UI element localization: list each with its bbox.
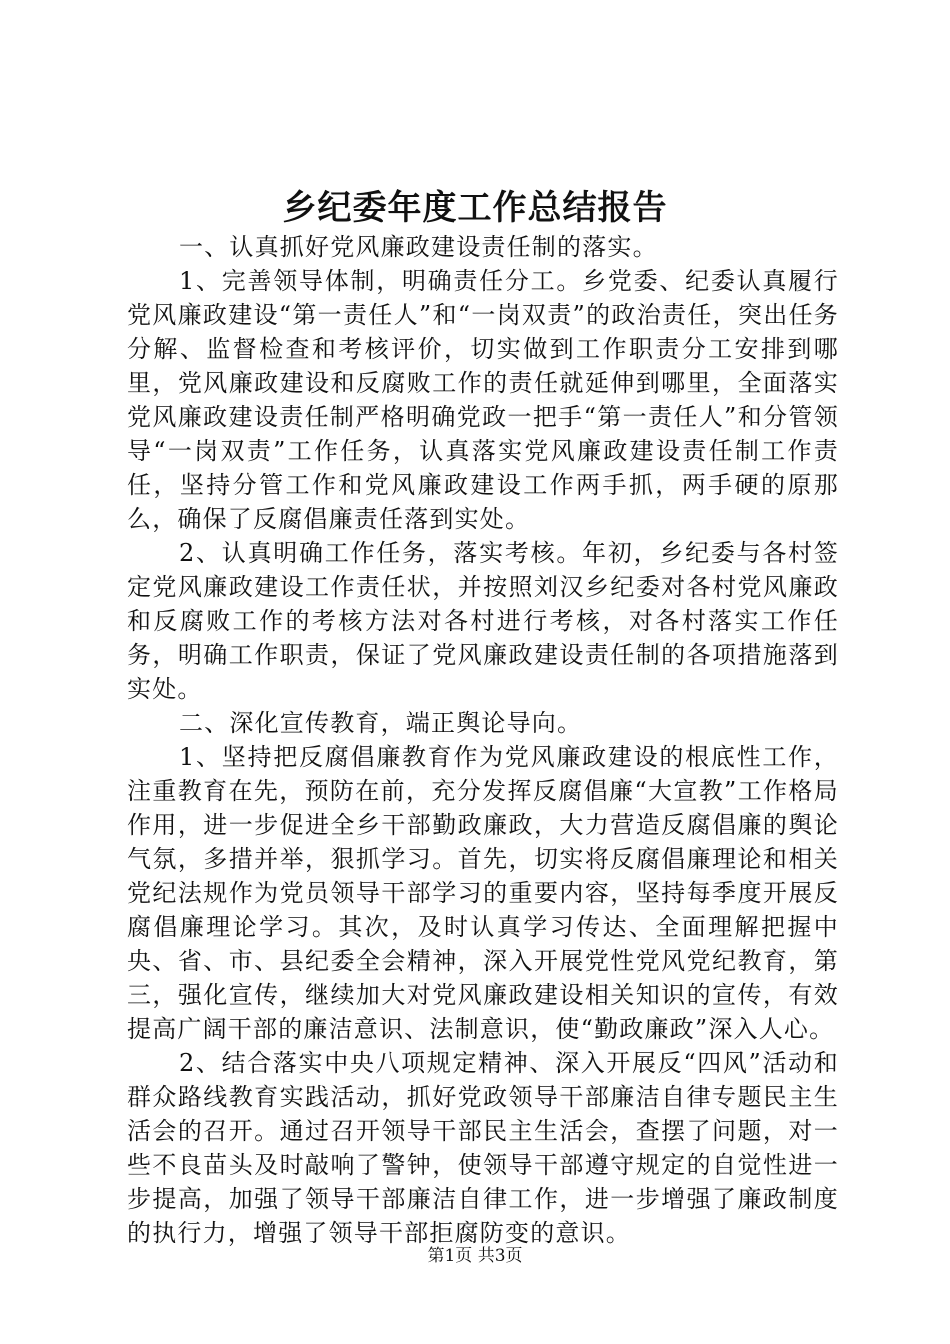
paragraph: 1、坚持把反腐倡廉教育作为党风廉政建设的根底性工作，注重教育在先，预防在前，充分发挥反腐倡廉“大宣教”工作格局作用，进一步促进全乡干部勤政廉政，大力营造反腐倡廉的舆论气氛，多措并举，狠抓学习。首先，切实将反腐倡廉理论和相关党纪法规作为党员领导干部学习的重要内容，坚持每季度开展反腐倡廉理论学习。其次，及时认真学习传达、全面理解把握中央、省、市、县纪委全会精神，深入开展党性党风党纪教育，第三，强化宣传，继续加大对党风廉政建设相关知识的宣传，有效提高广阔干部的廉洁意识、法制意识，使“勤政廉政”深入人心。 bbox=[127, 743, 839, 1043]
section-heading: 二、深化宣传教育，端正舆论导向。 bbox=[179, 709, 583, 737]
document-title: 乡纪委年度工作总结报告 bbox=[282, 188, 668, 228]
section-heading: 一、认真抓好党风廉政建设责任制的落实。 bbox=[179, 233, 658, 261]
page-number: 第1页 共3页 bbox=[427, 1246, 523, 1266]
paragraph: 2、认真明确工作任务，落实考核。年初，乡纪委与各村签定党风廉政建设工作责任状，并按照刘汉乡纪委对各村党风廉政和反腐败工作的考核方法对各村进行考核，对各村落实工作任务，明确工作职责，保证了党风廉政建设责任制的各项措施落到实处。 bbox=[127, 539, 839, 703]
paragraph: 2、结合落实中央八项规定精神、深入开展反“四风”活动和群众路线教育实践活动，抓好党政领导干部廉洁自律专题民主生活会的召开。通过召开领导干部民主生活会，查摆了问题，对一些不良苗头及时敲响了警钟，使领导干部遵守规定的自觉性进一步提高，加强了领导干部廉洁自律工作，进一步增强了廉政制度的执行力，增强了领导干部拒腐防变的意识。 bbox=[127, 1049, 839, 1247]
document-body bbox=[127, 230, 839, 1250]
paragraph: 1、完善领导体制，明确责任分工。乡党委、纪委认真履行党风廉政建设“第一责任人”和“一岗双责”的政治责任，突出任务分解、监督检查和考核评价，切实做到工作职责分工安排到哪里，党风廉政建设和反腐败工作的责任就延伸到哪里，全面落实党风廉政建设责任制严格明确党政一把手“第一责任人”和分管领导“一岗双责”工作任务，认真落实党风廉政建设责任制工作责任，坚持分管工作和党风廉政建设工作两手抓，两手硬的原那么，确保了反腐倡廉责任落到实处。 bbox=[127, 267, 839, 533]
